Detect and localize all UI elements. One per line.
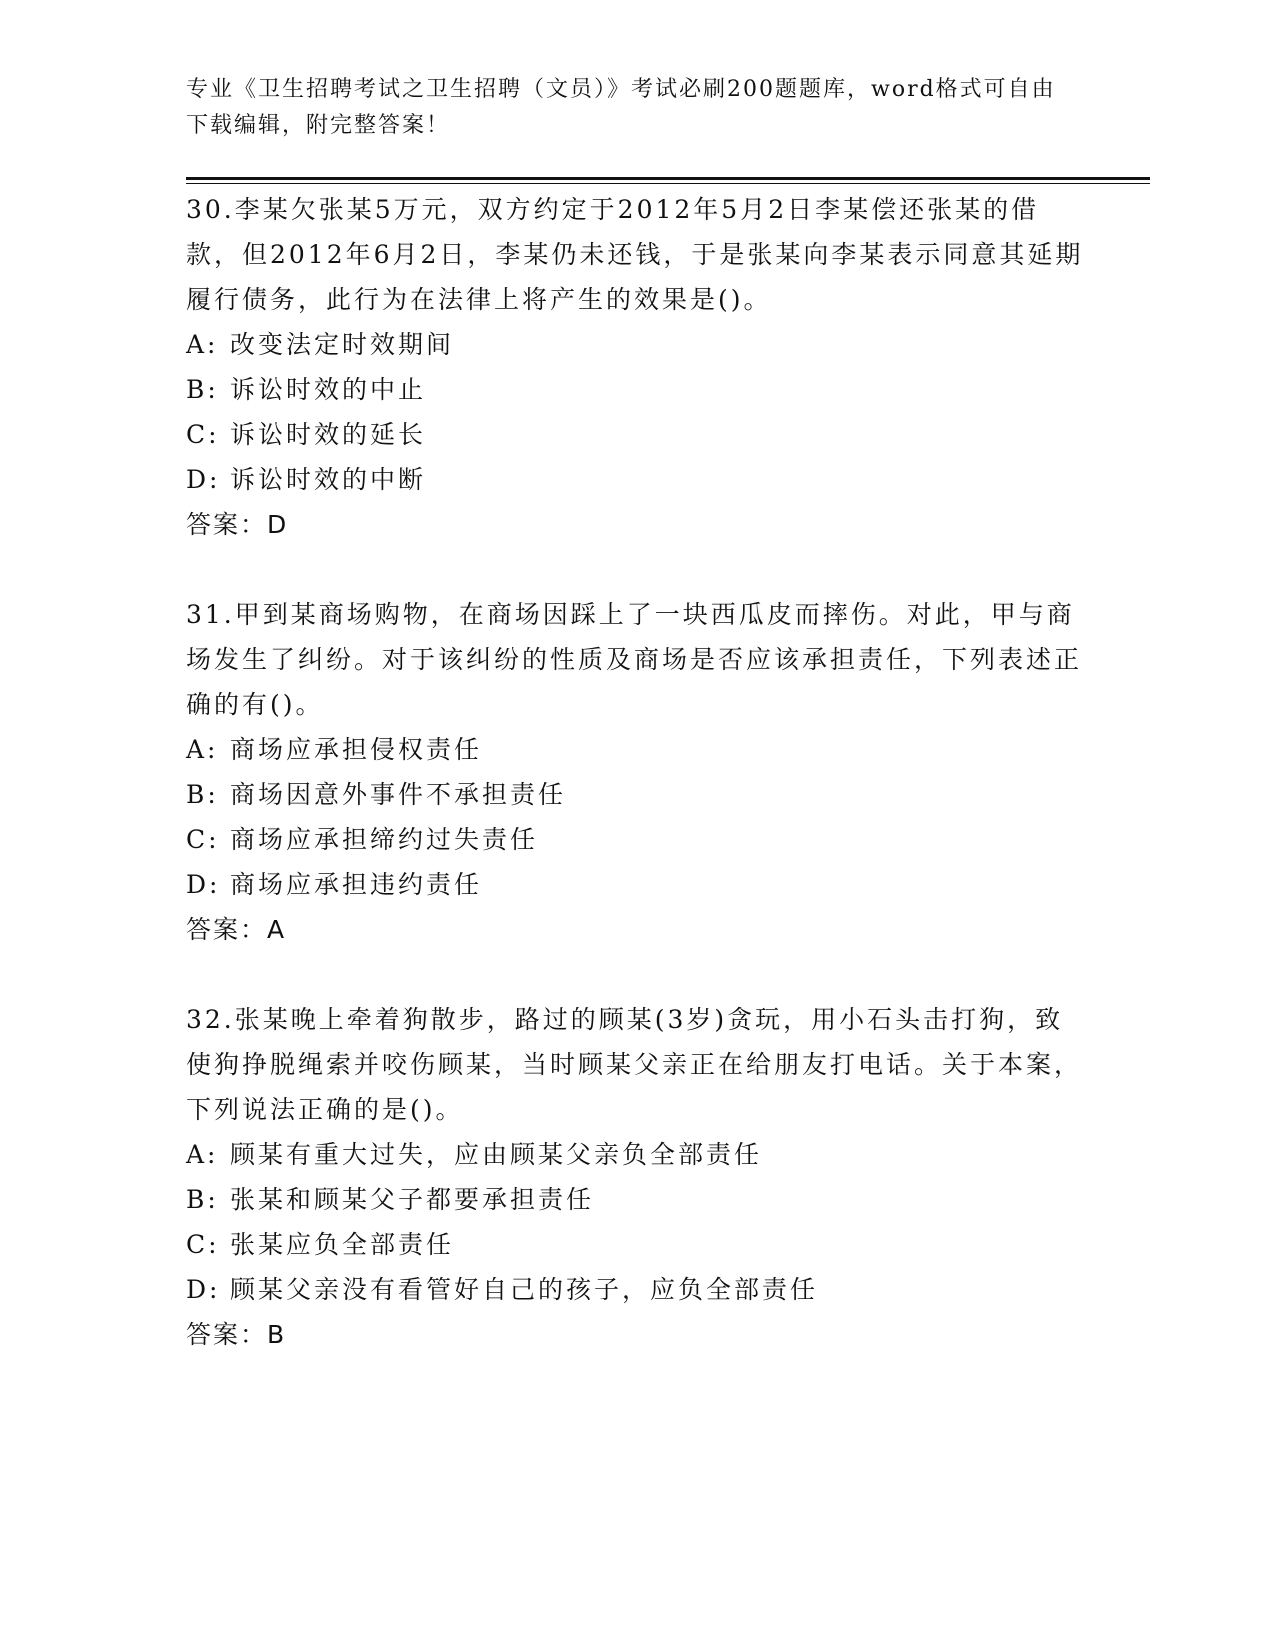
- option-text: 商场应承担侵权责任: [230, 735, 483, 764]
- option-letter: A:: [186, 330, 219, 359]
- question-30: [186, 187, 1086, 547]
- option-text: 商场应承担违约责任: [230, 870, 483, 899]
- option-text: 商场因意外事件不承担责任: [230, 780, 567, 809]
- option-letter: B:: [186, 780, 219, 809]
- option-c: [186, 412, 1086, 457]
- option-text: 诉讼时效的中断: [230, 465, 427, 494]
- option-text: 张某应负全部责任: [230, 1230, 455, 1259]
- option-text: 商场应承担缔约过失责任: [230, 825, 539, 854]
- option-c: [186, 1222, 1086, 1267]
- option-letter: D:: [186, 870, 221, 899]
- option-a: [186, 1132, 1086, 1177]
- option-letter: B:: [186, 375, 219, 404]
- option-c: [186, 817, 1086, 862]
- question-stem: 32.张某晚上牵着狗散步，路过的顾某(3岁)贪玩，用小石头击打狗，致使狗挣脱绳索并咬伤顾某，当时顾某父亲正在给朋友打电话。关于本案，下列说法正确的是()。: [186, 1005, 1083, 1124]
- header-divider-thick: [186, 177, 1150, 180]
- option-b: [186, 367, 1086, 412]
- answer-line: 答案：A: [186, 915, 287, 944]
- question-31: [186, 592, 1086, 952]
- option-d: [186, 1267, 1086, 1312]
- option-letter: C:: [186, 420, 220, 449]
- option-d: [186, 862, 1086, 907]
- option-b: [186, 772, 1086, 817]
- option-text: 诉讼时效的延长: [230, 420, 427, 449]
- option-d: [186, 457, 1086, 502]
- option-letter: C:: [186, 1230, 220, 1259]
- answer-line: 答案：B: [186, 1320, 287, 1349]
- option-letter: C:: [186, 825, 220, 854]
- question-stem: 30.李某欠张某5万元，双方约定于2012年5月2日李某偿还张某的借款，但2012年6月2日，李某仍未还钱，于是张某向李某表示同意其延期履行债务，此行为在法律上将产生的效果是()。: [186, 195, 1084, 314]
- option-text: 张某和顾某父子都要承担责任: [230, 1185, 595, 1214]
- question-stem: 31.甲到某商场购物，在商场因踩上了一块西瓜皮而摔伤。对此，甲与商场发生了纠纷。对于该纠纷的性质及商场是否应该承担责任，下列表述正确的有()。: [186, 600, 1083, 719]
- header-divider-thin: [186, 183, 1150, 184]
- option-letter: A:: [186, 1140, 219, 1169]
- option-a: [186, 727, 1086, 772]
- option-letter: D:: [186, 1275, 221, 1304]
- option-letter: B:: [186, 1185, 219, 1214]
- question-32: [186, 997, 1086, 1357]
- option-text: 诉讼时效的中止: [230, 375, 427, 404]
- option-letter: A:: [186, 735, 219, 764]
- option-b: [186, 1177, 1086, 1222]
- answer-line: 答案：D: [186, 510, 289, 539]
- document-header: 专业《卫生招聘考试之卫生招聘（文员）》考试必刷200题题库，word格式可自由下载编辑，附完整答案！: [186, 77, 1056, 138]
- question-list: [186, 187, 1086, 1402]
- option-text: 改变法定时效期间: [230, 330, 455, 359]
- option-a: [186, 322, 1086, 367]
- option-text: 顾某父亲没有看管好自己的孩子，应负全部责任: [230, 1275, 819, 1304]
- option-text: 顾某有重大过失，应由顾某父亲负全部责任: [230, 1140, 763, 1169]
- option-letter: D:: [186, 465, 221, 494]
